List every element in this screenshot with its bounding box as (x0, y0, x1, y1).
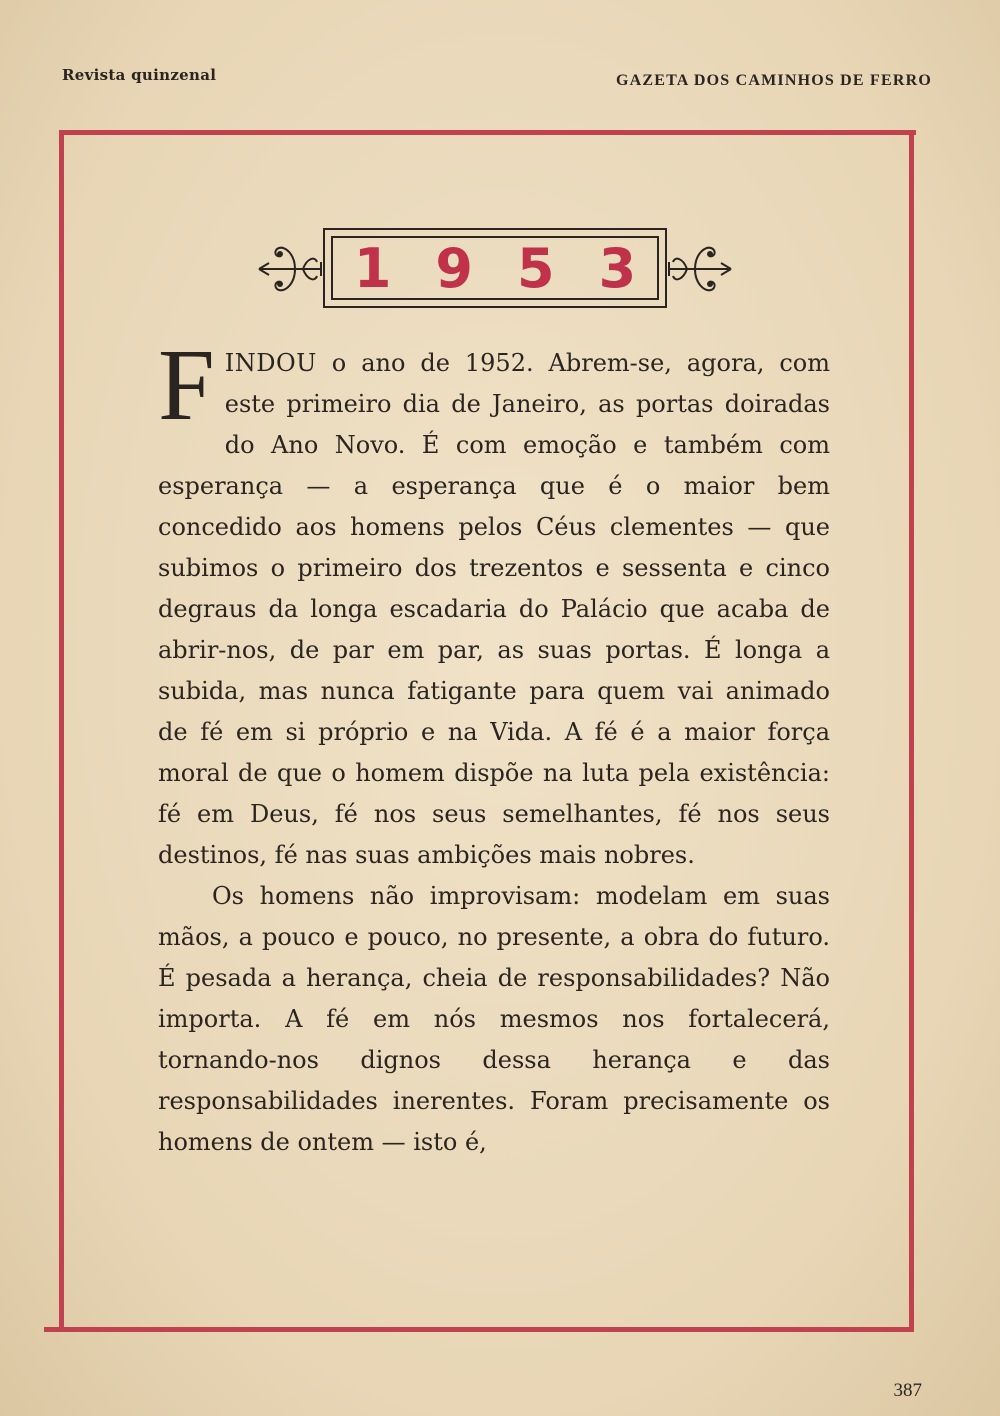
frame-top-rule (62, 130, 916, 135)
lead-in-caps: INDOU (224, 349, 317, 377)
page-number: 387 (893, 1380, 922, 1401)
year-heading (255, 228, 735, 312)
year-title: 1953 (353, 236, 681, 300)
running-head-left: Revista quinzenal (62, 66, 217, 84)
paragraph-1-text: o ano de 1952. Abrem-se, agora, com este primeiro dia de Janeiro, as portas doiradas do Ano Novo. É com emoção e também com esperança — a esperança que é o maior bem concedido aos homens pelos Céus clementes — que subimos o primeiro dos trezentos e sessenta e cinco degraus da longa escadaria do Palácio que acaba de abrir-nos, de par em par, as suas portas. É longa a subida, mas nunca fatigante para quem vai animado de fé em si próprio e na Vida. A fé é a maior força moral de que o homem dispõe na luta pela existência: fé em Deus, fé nos seus semelhantes, fé nos seus destinos, fé nas suas ambições mais nobres. (158, 349, 830, 869)
paragraph-1 (158, 329, 830, 876)
frame-bottom-rule (44, 1327, 914, 1332)
flourish-right-icon (665, 234, 735, 304)
paragraph-2: Os homens não improvisam: modelam em suas mãos, a pouco e pouco, no presente, a obra do futuro. É pesada a herança, cheia de responsabilidades? Não importa. A fé em nós mesmos nos fortalecerá, tornando-nos dignos dessa herança e das responsabilidades inerentes. Foram precisamente os homens de ontem — isto é, (158, 882, 830, 1156)
frame-left-rule (59, 130, 64, 1332)
running-head-right: GAZETA DOS CAMINHOS DE FERRO (615, 72, 932, 89)
year-double-frame (323, 228, 681, 308)
flourish-left-icon (255, 234, 325, 304)
article-body (158, 329, 830, 1163)
frame-right-rule (909, 130, 914, 1332)
drop-cap: F (158, 329, 215, 442)
